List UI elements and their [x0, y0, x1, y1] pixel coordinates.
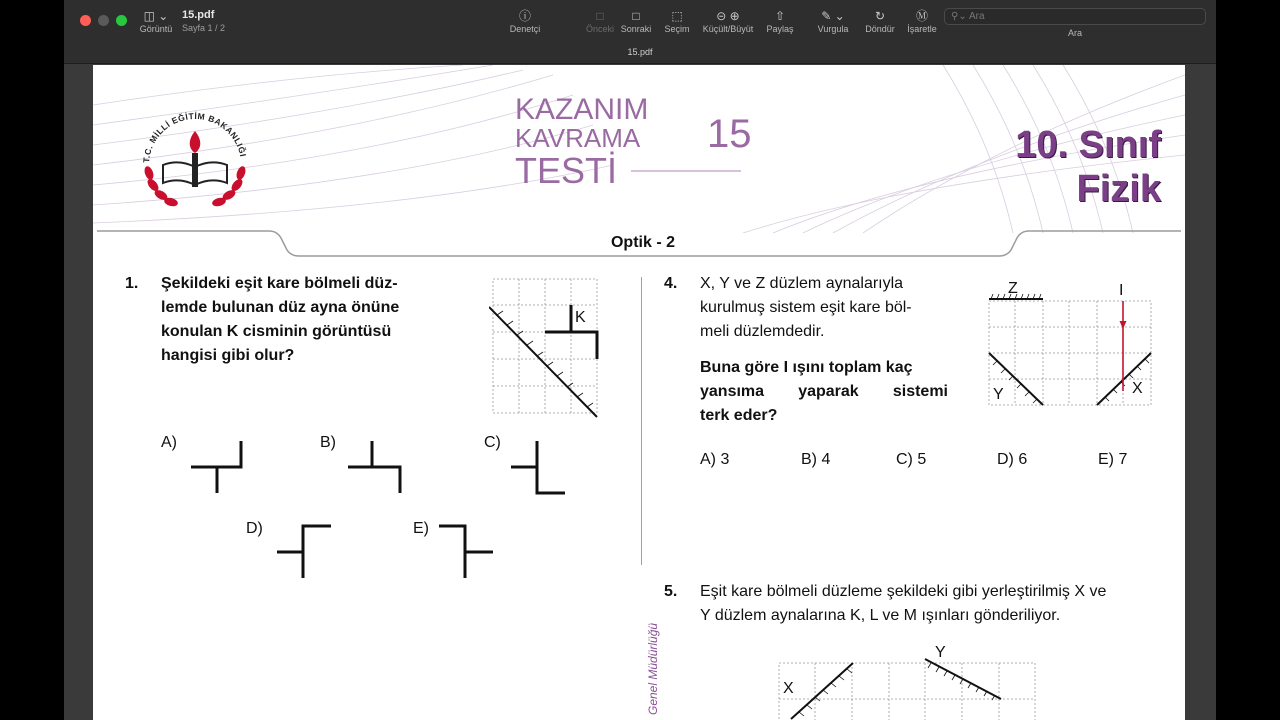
test-title-logo: [511, 93, 771, 193]
search-placeholder: Ara: [968, 11, 985, 22]
title-line-2: KAVRAMA: [515, 123, 641, 153]
right-letterbox: [1216, 0, 1280, 720]
page-indicator: Sayfa 1 / 2: [182, 23, 226, 33]
ministry-logo: [135, 103, 255, 213]
highlight-label: Vurgula: [817, 24, 849, 34]
highlight-button[interactable]: [812, 8, 854, 34]
title-line-1: KAZANIM: [515, 93, 649, 126]
next-label: Sonraki: [620, 24, 652, 34]
topic-title: Optik - 2: [610, 234, 675, 251]
share-icon: ⇧: [774, 9, 786, 23]
page-down-icon: □: [632, 9, 640, 23]
q1-shape-a: [189, 439, 245, 497]
q4-question-line: Buna göre I ışını toplam kaç: [700, 359, 913, 376]
title-line-3: TESTİ: [515, 150, 618, 191]
q4-label-y: Y: [993, 386, 1004, 403]
grade-label: 10. Sınıf: [1015, 124, 1161, 166]
q4-question-line: terk eder?: [700, 407, 778, 424]
q1-line: konulan K cisminin görüntüsü: [161, 323, 392, 340]
preview-window: [64, 0, 1216, 720]
q4-text: [700, 272, 948, 428]
grade-subject: [1015, 123, 1161, 211]
q4-figure: [985, 275, 1157, 411]
rotate-label: Döndür: [865, 24, 895, 34]
ministry-arc-text: T.C. MİLLİ EĞİTİM BAKANLIĞI: [141, 110, 249, 164]
q5-line: Eşit kare bölmeli düzleme şekildeki gibi yerleştirilmiş X ve: [700, 583, 1107, 600]
previous-label: Önceki: [585, 24, 614, 34]
inspector-label: Denetçi: [509, 24, 541, 34]
q5-line: Y düzlem aynalarına K, L ve M ışınları gönderiliyor.: [700, 607, 1061, 624]
selection-icon: ⬚: [671, 9, 683, 23]
zoom-icon: ⊝ ⊕: [716, 9, 740, 23]
column-divider: [641, 277, 642, 565]
previous-page-button[interactable]: [582, 8, 618, 34]
q4-option-c[interactable]: C) 5: [896, 451, 927, 468]
left-letterbox: [0, 0, 64, 720]
search-icon: ⚲⌄: [951, 11, 967, 22]
q1-shape-e: [437, 524, 495, 582]
close-window-button[interactable]: [80, 15, 91, 26]
select-tool-button[interactable]: [660, 8, 694, 34]
q1-figure: [489, 275, 601, 419]
q1-text: [161, 272, 399, 368]
view-menu-button[interactable]: [138, 8, 174, 34]
q4-number: 4.: [664, 275, 678, 292]
q4-label-x: X: [1132, 380, 1143, 397]
inspector-button[interactable]: [504, 8, 546, 34]
rotate-button[interactable]: [862, 8, 898, 34]
pen-icon: ✎ ⌄: [821, 9, 845, 23]
toolbar: [64, 0, 1216, 64]
q1-line: hangisi gibi olur?: [161, 347, 295, 364]
next-page-button[interactable]: [616, 8, 656, 34]
q5-number: 5.: [664, 583, 678, 600]
side-watermark: Genel Müdürlüğü: [646, 622, 660, 715]
search-input[interactable]: [944, 8, 1206, 25]
q5-label-y: Y: [935, 645, 946, 661]
q4-option-a[interactable]: A) 3: [700, 451, 730, 468]
q4-option-b[interactable]: B) 4: [801, 451, 831, 468]
sidebar-icon: ◫ ⌄: [143, 9, 169, 23]
markup-label: İşaretle: [907, 24, 937, 34]
q4-label-i: I: [1119, 282, 1124, 299]
share-button[interactable]: [764, 8, 796, 34]
q1-shape-b: [346, 439, 402, 497]
test-number: 15: [707, 112, 752, 156]
view-label: Görüntü: [139, 24, 173, 34]
pdf-page: [93, 65, 1185, 720]
q5-figure: [777, 645, 1041, 720]
markup-button[interactable]: [904, 8, 940, 34]
q4-label-z: Z: [1008, 280, 1018, 297]
q5-text: [700, 580, 1106, 628]
search-label: Ara: [1067, 28, 1082, 38]
q1-option-b[interactable]: B): [320, 434, 336, 451]
subject-label: Fizik: [1076, 168, 1161, 210]
q4-line: kurulmuş sistem eşit kare böl-: [700, 299, 912, 316]
q1-number: 1.: [125, 275, 139, 292]
zoom-button[interactable]: [700, 8, 756, 34]
document-title: 15.pdf: [182, 9, 215, 21]
q1-shape-d: [275, 524, 333, 582]
q1-option-a[interactable]: A): [161, 434, 177, 451]
fullscreen-window-button[interactable]: [116, 15, 127, 26]
page-up-icon: □: [596, 9, 604, 23]
q1-line: Şekildeki eşit kare bölmeli düz-: [161, 275, 398, 292]
zoom-label: Küçült/Büyüt: [702, 24, 754, 34]
q5-mirror-x: [791, 663, 853, 719]
minimize-window-button[interactable]: [98, 15, 109, 26]
info-icon: ⓘ: [518, 9, 531, 23]
q4-ray-arrow: [1120, 321, 1127, 329]
markup-icon: Ⓜ: [915, 9, 928, 23]
q5-label-x: X: [783, 680, 794, 697]
q1-option-c[interactable]: C): [484, 434, 501, 451]
q1-k-label: K: [575, 309, 586, 326]
rotate-icon: ↻: [874, 9, 886, 23]
select-label: Seçim: [664, 24, 690, 34]
q1-shape-c: [509, 439, 569, 497]
q1-option-d[interactable]: D): [246, 520, 263, 537]
q4-question-line: yansıma yaparak sistemi: [700, 383, 948, 400]
q4-option-d[interactable]: D) 6: [997, 451, 1028, 468]
tab-title: 15.pdf: [627, 47, 653, 57]
share-label: Paylaş: [766, 24, 794, 34]
q4-line: X, Y ve Z düzlem aynalarıyla: [700, 275, 904, 292]
q1-object-k: [545, 305, 597, 359]
q1-option-e[interactable]: E): [413, 520, 429, 537]
q4-line: meli düzlemdedir.: [700, 323, 825, 340]
q4-option-e[interactable]: E) 7: [1098, 451, 1128, 468]
q1-line: lemde bulunan düz ayna önüne: [161, 299, 400, 316]
